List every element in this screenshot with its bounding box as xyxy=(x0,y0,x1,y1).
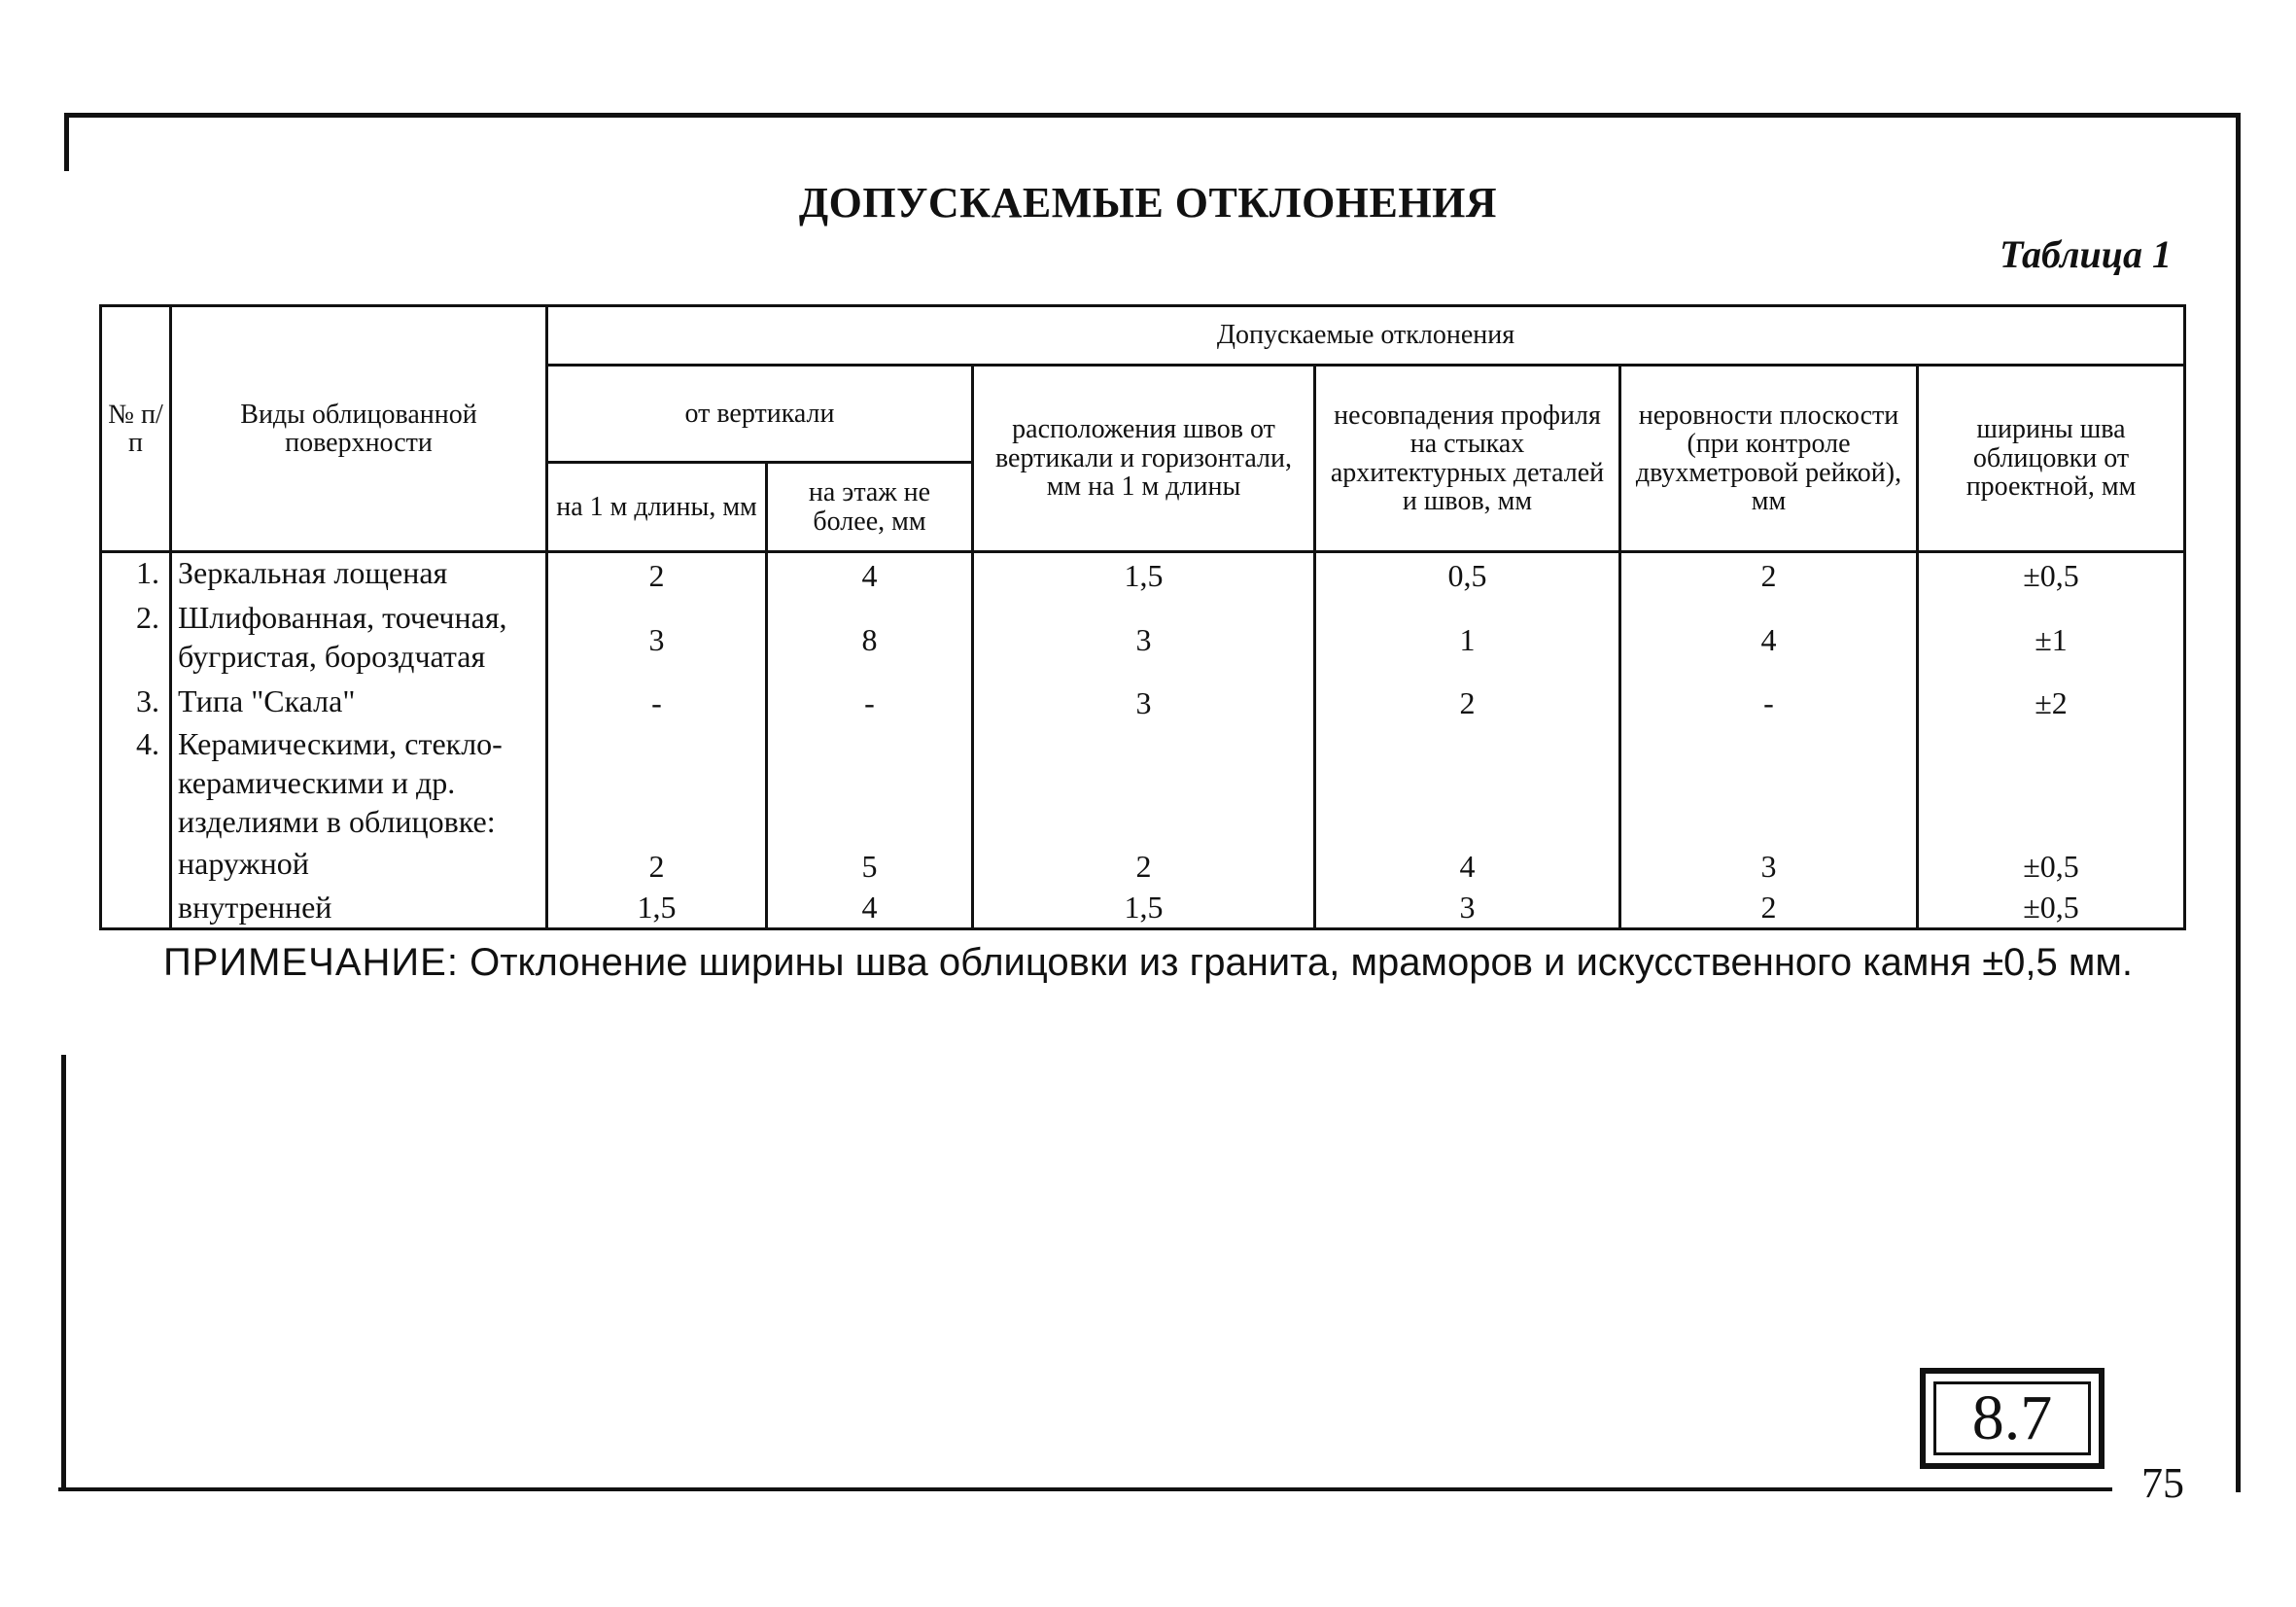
cell-per-floor: - xyxy=(767,681,973,723)
cell-profile-mismatch xyxy=(1315,724,1620,845)
cell-per-1m xyxy=(547,724,767,845)
cell-per-1m: 3 xyxy=(547,598,767,682)
header-per-1m: на 1 м длины, мм xyxy=(547,463,767,552)
cell-per-1m: - xyxy=(547,681,767,723)
cell-per-floor xyxy=(767,724,973,845)
row-surface-name: внутренней xyxy=(171,888,547,929)
row-surface-name: Шлифованная, точечная, бугристая, бороздчатая xyxy=(171,598,547,682)
table-note xyxy=(0,941,2296,985)
row-surface-name: Типа "Скала" xyxy=(171,681,547,723)
cell-seam-width: ±1 xyxy=(1918,598,2185,682)
header-from-vertical: от вертикали xyxy=(547,366,973,463)
cell-seam-position: 3 xyxy=(973,598,1315,682)
table-label: Таблица 1 xyxy=(2000,232,2172,276)
cell-profile-mismatch: 2 xyxy=(1315,681,1620,723)
header-number: № п/п xyxy=(101,306,171,552)
cell-flatness: 2 xyxy=(1620,888,1918,929)
header-seam-position: расположения швов от вертикали и горизонтали, мм на 1 м длины xyxy=(973,366,1315,552)
cell-seam-position: 3 xyxy=(973,681,1315,723)
row-number xyxy=(101,888,171,929)
cell-seam-position xyxy=(973,724,1315,845)
cell-flatness xyxy=(1620,724,1918,845)
header-per-floor: на этаж не более, мм xyxy=(767,463,973,552)
header-allowed-deviations: Допускаемые отклонения xyxy=(547,306,2185,366)
note-text: Отклонение ширины шва облицовки из гранита, мраморов и искусственного камня ±0,5 мм. xyxy=(470,941,2133,984)
frame-right-border xyxy=(2236,113,2241,1492)
cell-flatness: - xyxy=(1620,681,1918,723)
frame-left-border-upper xyxy=(64,113,69,171)
cell-seam-width xyxy=(1918,724,2185,845)
row-surface-name: наружной xyxy=(171,844,547,887)
cell-seam-width: ±0,5 xyxy=(1918,552,2185,598)
cell-per-floor: 4 xyxy=(767,888,973,929)
header-seam-width: ширины шва облицовки от проектной, мм xyxy=(1918,366,2185,552)
row-number xyxy=(101,844,171,887)
cell-per-floor: 4 xyxy=(767,552,973,598)
row-number: 4. xyxy=(101,724,171,845)
cell-seam-width: ±0,5 xyxy=(1918,844,2185,887)
frame-top-border xyxy=(64,113,2238,118)
row-number: 3. xyxy=(101,681,171,723)
deviations-table xyxy=(99,304,2186,930)
cell-per-1m: 2 xyxy=(547,844,767,887)
note-label: ПРИМЕЧАНИЕ: xyxy=(163,941,459,984)
cell-per-floor: 5 xyxy=(767,844,973,887)
row-number: 1. xyxy=(101,552,171,598)
section-number: 8.7 xyxy=(1933,1381,2091,1455)
section-number-box xyxy=(1920,1368,2105,1469)
header-surface-type: Виды облицованной поверхности xyxy=(171,306,547,552)
cell-profile-mismatch: 4 xyxy=(1315,844,1620,887)
table-row xyxy=(101,598,2185,682)
table-row xyxy=(101,844,2185,887)
page-title: ДОПУСКАЕМЫЕ ОТКЛОНЕНИЯ xyxy=(798,179,1498,227)
cell-per-1m: 2 xyxy=(547,552,767,598)
cell-seam-position: 2 xyxy=(973,844,1315,887)
table-row xyxy=(101,888,2185,929)
page-number: 75 xyxy=(2141,1459,2184,1507)
cell-flatness: 4 xyxy=(1620,598,1918,682)
frame-bottom-border xyxy=(58,1487,2112,1491)
table-row xyxy=(101,681,2185,723)
cell-flatness: 2 xyxy=(1620,552,1918,598)
header-flatness: неровности плоскости (при контроле двухметровой рейкой), мм xyxy=(1620,366,1918,552)
cell-profile-mismatch: 1 xyxy=(1315,598,1620,682)
row-surface-name: Зеркальная лощеная xyxy=(171,552,547,598)
header-profile-mismatch: несовпадения профиля на стыках архитектурных деталей и швов, мм xyxy=(1315,366,1620,552)
table-row xyxy=(101,552,2185,598)
cell-per-1m: 1,5 xyxy=(547,888,767,929)
row-number: 2. xyxy=(101,598,171,682)
row-surface-name: Керамическими, стекло-керамическими и др. изделиями в облицовке: xyxy=(171,724,547,845)
cell-seam-width: ±2 xyxy=(1918,681,2185,723)
cell-seam-position: 1,5 xyxy=(973,552,1315,598)
table-row xyxy=(101,724,2185,845)
cell-per-floor: 8 xyxy=(767,598,973,682)
frame-left-border-lower xyxy=(61,1055,66,1487)
cell-seam-position: 1,5 xyxy=(973,888,1315,929)
cell-seam-width: ±0,5 xyxy=(1918,888,2185,929)
cell-profile-mismatch: 3 xyxy=(1315,888,1620,929)
cell-flatness: 3 xyxy=(1620,844,1918,887)
cell-profile-mismatch: 0,5 xyxy=(1315,552,1620,598)
